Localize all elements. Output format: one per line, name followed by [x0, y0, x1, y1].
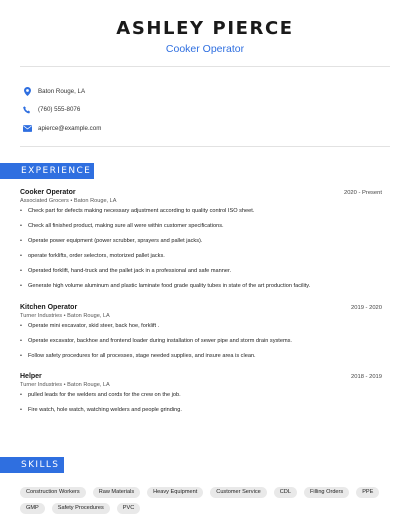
separator-dot: • — [63, 313, 66, 319]
job-bullet: • Generate high volume aluminum and plastic laminate food grade quality tubes in state of the art production facility. — [20, 283, 382, 290]
job-entry — [20, 189, 382, 290]
job-bullet: • Follow safety procedures for all processes, stage needed supplies, and insure area is clean. — [20, 353, 382, 360]
envelope-icon — [22, 123, 32, 133]
job-bullet: • pulled leads for the welders and cords for the crew on the job. — [20, 392, 382, 399]
skill-chip: PVC — [117, 503, 141, 514]
experience-heading: EXPERIENCE — [0, 163, 94, 179]
job-company-line — [20, 313, 382, 319]
job-company: Associated Grocers — [20, 198, 69, 204]
skill-chip: Filling Orders — [304, 487, 349, 498]
job-location: Baton Rouge, LA — [67, 382, 110, 388]
contact-list — [22, 82, 101, 138]
resume-header — [0, 0, 410, 56]
job-bullets — [20, 392, 382, 414]
job-dates: 2019 - 2020 — [351, 305, 382, 311]
job-bullet: • Operate excavator, backhoe and frontend loader during installation of sewer pipe and storm drain systems. — [20, 338, 382, 345]
job-bullets — [20, 323, 382, 360]
contact-email — [22, 119, 101, 138]
email-text: apierce@example.com — [38, 124, 102, 132]
job-location: Baton Rouge, LA — [67, 313, 110, 319]
separator-dot: • — [63, 382, 66, 388]
contact-location — [22, 82, 101, 101]
job-bullet: • Check all finished product, making sure all were within customer specifications. — [20, 223, 382, 230]
skill-chip: Heavy Equipment — [147, 487, 203, 498]
job-company: Turner Industries — [20, 382, 63, 388]
candidate-role: Cooker Operator — [165, 43, 245, 55]
candidate-name: ASHLEY PIERCE — [116, 18, 294, 39]
job-title: Helper — [20, 373, 42, 380]
header-divider — [20, 66, 390, 67]
job-dates: 2018 - 2019 — [351, 374, 382, 380]
contact-divider — [20, 146, 390, 147]
job-company-line — [20, 382, 382, 388]
skill-chip: GMP — [20, 503, 45, 514]
job-title: Cooker Operator — [20, 189, 76, 196]
skill-chip: Customer Service — [210, 487, 266, 498]
job-bullet: • Operate power equipment (power scrubber, sprayers and pallet jacks). — [20, 238, 382, 245]
job-location: Baton Rouge, LA — [73, 198, 117, 204]
job-company: Turner Industries — [20, 313, 63, 319]
job-company-line — [20, 198, 382, 204]
job-bullet: • operate forklifts, order selectors, motorized pallet jacks. — [20, 253, 382, 260]
job-bullet: • Operated forklift, hand-truck and the pallet jack in a professional and safe manner. — [20, 268, 382, 275]
skill-chip: Construction Workers — [20, 487, 86, 498]
skills-list — [20, 487, 390, 519]
job-title: Kitchen Operator — [20, 304, 78, 311]
job-entry — [20, 373, 382, 414]
location-text: Baton Rouge, LA — [38, 87, 86, 95]
skill-chip: Raw Materials — [93, 487, 140, 498]
job-bullet: • Check part for defects making necessary adjustment according to quality control ISO sheet. — [20, 208, 382, 215]
skill-chip: Safety Procedures — [52, 503, 110, 514]
separator-dot: • — [70, 198, 73, 204]
contact-phone — [22, 101, 101, 120]
map-pin-icon — [22, 86, 32, 96]
job-bullets — [20, 208, 382, 290]
job-entry — [20, 304, 382, 360]
job-bullet: • Operate mini excavator, skid steer, back hoe, forklift . — [20, 323, 382, 330]
job-dates: 2020 - Present — [343, 190, 382, 196]
skills-heading: SKILLS — [0, 457, 64, 473]
phone-icon — [22, 105, 32, 115]
skill-chip: PPE — [356, 487, 379, 498]
skill-chip: CDL — [274, 487, 297, 498]
phone-text: (760) 555-8076 — [38, 106, 81, 114]
job-bullet: • Fire watch, hole watch, watching welders and people grinding. — [20, 407, 382, 414]
